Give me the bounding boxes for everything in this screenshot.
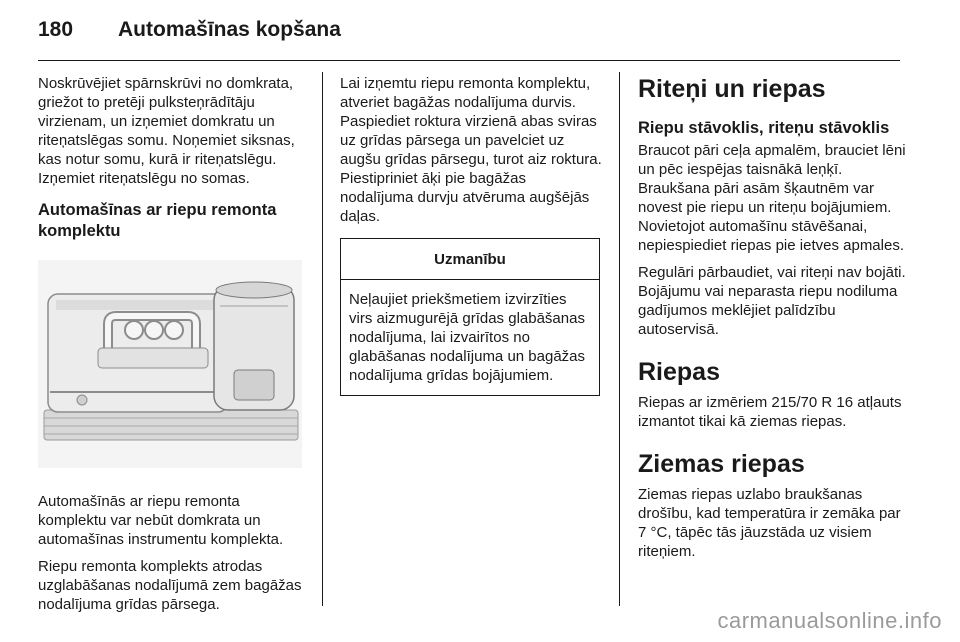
paragraph-tyre-size: Riepas ar izmēriem 215/70 R 16 atļauts izmantot tikai kā ziemas riepas. <box>638 394 902 430</box>
page-number: 180 <box>38 18 74 41</box>
caution-title: Uzmanību <box>341 239 599 280</box>
repair-kit-figure <box>38 260 302 468</box>
header-rule <box>38 60 900 61</box>
caution-text: Neļaujiet priekšmetiem izvirzīties virs aizmugurējā grīdas glabāšanas nodalījuma, lai izvairītos no glabāšanas nodalījuma un bagāžas nodalījuma grīdas bojājumiem. <box>349 291 586 384</box>
column-left <box>38 74 306 622</box>
paragraph-inspection: Regulāri pārbaudiet, vai riteņi nav bojāti. Bojājumu vai neparasta riepu nodiluma gadījumos meklējiet palīdzību autoservisā. <box>638 264 906 338</box>
heading-tyre-condition: Riepu stāvoklis, riteņu stāvoklis <box>638 119 890 137</box>
page-header <box>38 14 900 50</box>
section-title-tyres: Riepas <box>638 358 720 386</box>
paragraph-no-jack: Automašīnās ar riepu remonta komplektu var nebūt domkrata un automašīnas instrumentu komplekta. <box>38 493 284 548</box>
heading-repair-kit: Automašīnas ar riepu remonta komplektu <box>38 201 277 240</box>
paragraph-kerbs: Braucot pāri ceļa apmalēm, brauciet lēni un pēc iespējas taisnākā leņķī. Braukšana pāri asām šķautnēm var novest pie riepu un riteņu bojājumiem. Novietojot automašīnu stāvēšanai, nepiespiediet riepas pie ietves apmales. <box>638 142 906 254</box>
paragraph-kit-location: Riepu remonta komplekts atrodas uzglabāšanas nodalījumā zem bagāžas nodalījuma grīdas pārsega. <box>38 558 302 613</box>
watermark: carmanualsonline.info <box>717 608 942 633</box>
section-title-winter-tyres: Ziemas riepas <box>638 450 805 478</box>
paragraph-kit-removal: Lai izņemtu riepu remonta komplektu, atveriet bagāžas nodalījuma durvis. Paspiediet roktura virzienā abas sviras uz grīdas pārsega un pavelciet uz augšu grīdas pārsegu, turot aiz roktura. Piestipriniet āķi pie bagāžas nodalījuma durvju atvēruma augšējās daļas. <box>340 75 602 225</box>
paragraph-jack-removal: Noskrūvējiet spārnskrūvi no domkrata, griežot to pretēji pulksteņrādītāju virzienam, un izņemiet domkratu un riteņatslēgas somu. Noņemiet siksnas, kas notur somu, kurā ir riteņatslēgu. Izņemiet riteņatslēgu no somas. <box>38 75 295 187</box>
column-middle <box>340 74 603 396</box>
section-title-wheels-tyres: Riteņi un riepas <box>638 75 826 103</box>
tyre-repair-kit-illustration <box>38 260 302 468</box>
column-right <box>638 74 908 569</box>
column-divider-1 <box>322 72 323 606</box>
chapter-title: Automašīnas kopšana <box>118 18 341 41</box>
column-divider-2 <box>619 72 620 606</box>
caution-notice <box>340 238 600 396</box>
paragraph-winter-tyres: Ziemas riepas uzlabo braukšanas drošību, kad temperatūra ir zemāka par 7 °C, tāpēc tās jāuzstāda uz visiem riteņiem. <box>638 486 901 560</box>
